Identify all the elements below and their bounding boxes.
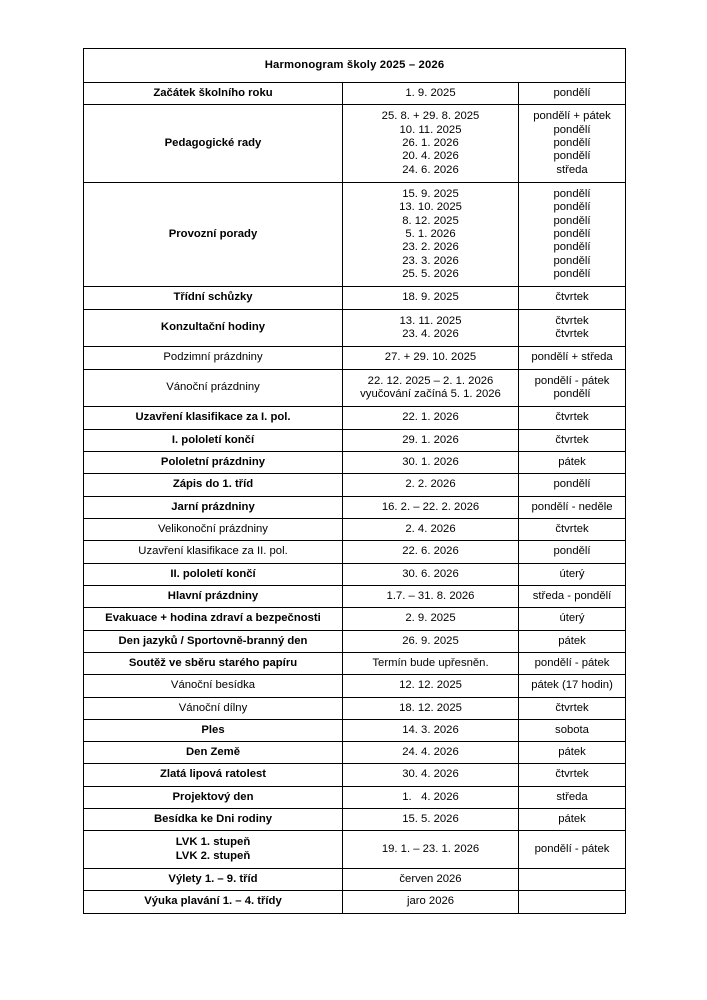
day-value: pátek — [558, 813, 586, 826]
date-value: 29. 1. 2026 — [402, 433, 459, 446]
day-cell — [519, 719, 626, 741]
day-cell — [519, 675, 626, 697]
date-cell — [343, 563, 519, 585]
day-value: čtvrtek — [555, 522, 589, 535]
table-row — [84, 429, 626, 451]
date-cell — [343, 309, 519, 347]
day-cell — [519, 697, 626, 719]
date-value-line: 20. 4. 2026 — [402, 150, 459, 163]
date-value: 24. 4. 2026 — [402, 746, 459, 759]
day-value: čtvrtek — [555, 433, 589, 446]
date-value: 1.7. – 31. 8. 2026 — [386, 589, 475, 602]
day-value: pondělí + středa — [531, 351, 613, 364]
day-value-line: pondělí — [553, 241, 591, 254]
day-cell — [519, 585, 626, 607]
table-row — [84, 182, 626, 286]
date-cell — [343, 347, 519, 369]
date-value-line: 5. 1. 2026 — [405, 227, 456, 240]
date-cell — [343, 608, 519, 630]
schedule-table-body — [84, 49, 626, 914]
date-cell — [343, 518, 519, 540]
event-label: Pololetní prázdniny — [160, 455, 266, 468]
day-cell — [519, 809, 626, 831]
day-value-lines — [524, 188, 620, 281]
event-label: Vánoční dílny — [178, 701, 248, 714]
day-value: úterý — [559, 612, 585, 625]
day-value-line: pondělí — [553, 387, 591, 400]
table-row — [84, 105, 626, 183]
table-row — [84, 630, 626, 652]
event-cell — [84, 369, 343, 407]
event-label-lines — [89, 836, 337, 863]
date-value — [343, 310, 518, 347]
day-cell — [519, 652, 626, 674]
date-cell — [343, 869, 519, 891]
day-cell — [519, 451, 626, 473]
event-label: Jarní prázdniny — [171, 500, 255, 513]
event-cell — [84, 831, 343, 869]
day-value — [519, 370, 625, 407]
event-cell — [84, 809, 343, 831]
date-cell — [343, 287, 519, 309]
event-cell — [84, 451, 343, 473]
date-value-line: 10. 11. 2025 — [399, 123, 462, 136]
event-label: Uzavření klasifikace za II. pol. — [138, 545, 288, 558]
table-row — [84, 309, 626, 347]
date-cell — [343, 630, 519, 652]
event-cell — [84, 675, 343, 697]
date-cell — [343, 83, 519, 105]
event-cell — [84, 764, 343, 786]
date-value — [343, 183, 518, 286]
event-cell — [84, 429, 343, 451]
table-row — [84, 407, 626, 429]
day-value — [519, 898, 625, 906]
day-value — [519, 105, 625, 182]
event-label: Podzimní prázdniny — [163, 351, 263, 364]
day-value: pátek — [558, 634, 586, 647]
day-cell — [519, 474, 626, 496]
date-value: 2. 9. 2025 — [405, 612, 456, 625]
date-cell — [343, 742, 519, 764]
event-label: Velikonoční prázdniny — [158, 522, 268, 535]
date-value: 15. 5. 2026 — [402, 813, 459, 826]
day-cell — [519, 369, 626, 407]
schedule-container — [83, 48, 625, 914]
date-value: 22. 1. 2026 — [402, 411, 459, 424]
event-label: Začátek školního roku — [153, 87, 273, 99]
date-value: 16. 2. – 22. 2. 2026 — [381, 500, 480, 513]
event-cell — [84, 742, 343, 764]
date-cell — [343, 429, 519, 451]
event-label: Soutěž ve sběru starého papíru — [128, 656, 298, 669]
table-row — [84, 675, 626, 697]
day-cell — [519, 541, 626, 563]
table-row — [84, 369, 626, 407]
event-label: Projektový den — [172, 790, 254, 803]
day-cell — [519, 518, 626, 540]
event-label: Zlatá lipová ratolest — [159, 768, 267, 781]
day-value: čtvrtek — [555, 411, 589, 424]
day-value: pátek — [558, 746, 586, 759]
day-value-line: pondělí — [553, 214, 591, 227]
date-value-line: 23. 4. 2026 — [402, 327, 459, 340]
day-cell — [519, 786, 626, 808]
day-value: pátek — [558, 455, 586, 468]
date-value-line: 15. 9. 2025 — [402, 187, 459, 200]
day-value: čtvrtek — [555, 768, 589, 781]
day-value: pondělí - neděle — [531, 500, 613, 513]
date-value-line: 25. 5. 2026 — [402, 267, 459, 280]
day-value-line: středa — [556, 163, 588, 176]
event-cell — [84, 585, 343, 607]
day-cell — [519, 608, 626, 630]
day-value-line: pondělí — [553, 227, 591, 240]
day-cell — [519, 869, 626, 891]
event-cell — [84, 652, 343, 674]
day-value: pondělí — [553, 545, 591, 558]
date-value-line: 25. 8. + 29. 8. 2025 — [381, 110, 480, 123]
date-cell — [343, 585, 519, 607]
date-value: 19. 1. – 23. 1. 2026 — [381, 843, 480, 856]
day-value-lines — [524, 375, 620, 402]
date-cell — [343, 809, 519, 831]
date-value: 1. 4. 2026 — [402, 790, 459, 803]
table-row — [84, 652, 626, 674]
event-label: Výuka plavání 1. – 4. třídy — [144, 895, 282, 908]
event-label: Vánoční besídka — [170, 679, 256, 692]
date-value-lines — [348, 315, 513, 342]
day-value — [519, 876, 625, 884]
date-value: 27. + 29. 10. 2025 — [384, 351, 477, 364]
day-cell — [519, 496, 626, 518]
date-cell — [343, 182, 519, 286]
day-value-line: pondělí — [553, 267, 591, 280]
day-cell — [519, 347, 626, 369]
date-cell — [343, 541, 519, 563]
event-cell — [84, 608, 343, 630]
event-cell — [84, 563, 343, 585]
day-cell — [519, 83, 626, 105]
date-value-line: 26. 1. 2026 — [402, 136, 459, 149]
table-row — [84, 764, 626, 786]
date-value-line: 13. 10. 2025 — [399, 201, 462, 214]
day-cell — [519, 407, 626, 429]
event-cell — [84, 309, 343, 347]
date-value: 12. 12. 2025 — [399, 679, 462, 692]
event-label: Výlety 1. – 9. tříd — [168, 873, 258, 886]
date-value-line: 23. 3. 2026 — [402, 254, 459, 267]
date-cell — [343, 451, 519, 473]
date-cell — [343, 786, 519, 808]
table-row — [84, 451, 626, 473]
event-label: Den Země — [186, 746, 240, 759]
date-value-line: 24. 6. 2026 — [402, 163, 459, 176]
event-label: Zápis do 1. tříd — [172, 478, 254, 491]
day-value-line: pondělí — [553, 123, 591, 136]
date-value: 2. 4. 2026 — [405, 522, 456, 535]
event-label: Pedagogické rady — [164, 136, 262, 149]
day-value: čtvrtek — [555, 701, 589, 714]
date-value: jaro 2026 — [406, 895, 455, 908]
page-title: Harmonogram školy 2025 – 2026 — [84, 49, 626, 83]
event-cell — [84, 518, 343, 540]
day-cell — [519, 764, 626, 786]
event-label: Ples — [201, 723, 225, 736]
date-cell — [343, 675, 519, 697]
table-row — [84, 697, 626, 719]
day-value: pondělí — [553, 87, 591, 99]
day-cell — [519, 105, 626, 183]
date-cell — [343, 764, 519, 786]
day-value: středa - pondělí — [532, 589, 612, 602]
day-value — [519, 310, 625, 347]
day-value-lines — [524, 315, 620, 342]
day-value-line: pondělí - pátek — [534, 374, 610, 387]
date-value — [343, 105, 518, 182]
event-cell — [84, 869, 343, 891]
day-cell — [519, 563, 626, 585]
event-label: Vánoční prázdniny — [166, 381, 260, 394]
day-value — [519, 183, 625, 286]
day-cell — [519, 429, 626, 451]
day-value-lines — [524, 110, 620, 177]
day-value: pondělí - pátek — [534, 656, 610, 669]
date-value: 22. 6. 2026 — [402, 545, 459, 558]
day-value-line: pondělí — [553, 254, 591, 267]
table-row — [84, 719, 626, 741]
day-cell — [519, 891, 626, 913]
date-cell — [343, 474, 519, 496]
day-cell — [519, 182, 626, 286]
table-row — [84, 474, 626, 496]
event-label: Uzavření klasifikace za I. pol. — [135, 411, 291, 424]
event-cell — [84, 496, 343, 518]
event-cell — [84, 541, 343, 563]
table-row — [84, 347, 626, 369]
table-row — [84, 83, 626, 105]
event-label: Provozní porady — [168, 227, 258, 240]
event-cell — [84, 105, 343, 183]
day-value: pondělí - pátek — [534, 843, 610, 856]
school-schedule-table — [83, 48, 626, 914]
event-label: Hlavní prázdniny — [167, 589, 259, 602]
day-value: středa — [556, 790, 588, 803]
date-value — [343, 370, 518, 407]
event-cell — [84, 719, 343, 741]
date-value-lines — [348, 375, 513, 402]
day-cell — [519, 831, 626, 869]
event-label: Besídka ke Dni rodiny — [153, 813, 273, 826]
event-label: I. pololetí končí — [171, 433, 255, 446]
table-row — [84, 608, 626, 630]
date-cell — [343, 105, 519, 183]
date-cell — [343, 831, 519, 869]
table-row — [84, 518, 626, 540]
table-row — [84, 891, 626, 913]
event-cell — [84, 287, 343, 309]
event-label — [84, 831, 342, 868]
day-value-line: čtvrtek — [555, 327, 589, 340]
date-value-lines — [348, 188, 513, 281]
event-cell — [84, 474, 343, 496]
table-row — [84, 869, 626, 891]
date-value-line: 22. 12. 2025 – 2. 1. 2026 — [367, 374, 494, 387]
day-cell — [519, 742, 626, 764]
table-row — [84, 287, 626, 309]
day-value-line: pondělí + pátek — [533, 110, 611, 123]
table-row — [84, 541, 626, 563]
table-title-row — [84, 49, 626, 83]
day-cell — [519, 287, 626, 309]
event-label: II. pololetí končí — [170, 567, 256, 580]
day-value: čtvrtek — [555, 291, 589, 304]
date-value: 30. 4. 2026 — [402, 768, 459, 781]
date-cell — [343, 496, 519, 518]
date-value: 18. 12. 2025 — [399, 701, 462, 714]
event-cell — [84, 786, 343, 808]
date-value-lines — [348, 110, 513, 177]
date-value: 26. 9. 2025 — [402, 634, 459, 647]
date-value-line: 8. 12. 2025 — [402, 214, 459, 227]
event-cell — [84, 347, 343, 369]
day-cell — [519, 309, 626, 347]
day-value-line: pondělí — [553, 187, 591, 200]
table-row — [84, 831, 626, 869]
date-cell — [343, 697, 519, 719]
table-row — [84, 742, 626, 764]
date-value: červen 2026 — [399, 873, 462, 886]
day-value-line: pondělí — [553, 201, 591, 214]
day-value-line: pondělí — [553, 150, 591, 163]
day-value: úterý — [559, 567, 585, 580]
day-value: pondělí — [553, 478, 591, 491]
event-cell — [84, 630, 343, 652]
date-value: 30. 6. 2026 — [402, 567, 459, 580]
day-value: pátek (17 hodin) — [531, 679, 613, 692]
event-label: Třídní schůzky — [173, 291, 253, 304]
date-value: Termín bude upřesněn. — [372, 656, 489, 669]
event-cell — [84, 83, 343, 105]
date-value: 30. 1. 2026 — [402, 455, 459, 468]
event-cell — [84, 697, 343, 719]
date-value: 2. 2. 2026 — [405, 478, 456, 491]
event-label: Konzultační hodiny — [160, 321, 266, 334]
table-row — [84, 585, 626, 607]
date-value-line: 23. 2. 2026 — [402, 241, 459, 254]
table-row — [84, 809, 626, 831]
event-label: Den jazyků / Sportovně-branný den — [118, 634, 308, 647]
table-row — [84, 563, 626, 585]
event-label: Evakuace + hodina zdraví a bezpečnosti — [105, 612, 321, 625]
event-label-line: LVK 2. stupeň — [175, 849, 251, 862]
event-cell — [84, 891, 343, 913]
event-cell — [84, 182, 343, 286]
table-row — [84, 786, 626, 808]
date-cell — [343, 369, 519, 407]
date-cell — [343, 719, 519, 741]
date-value: 18. 9. 2025 — [402, 291, 459, 304]
event-cell — [84, 407, 343, 429]
date-value-line: 13. 11. 2025 — [399, 314, 462, 327]
date-cell — [343, 652, 519, 674]
day-value: sobota — [555, 723, 589, 736]
day-value-line: pondělí — [553, 136, 591, 149]
date-value-line: vyučování začíná 5. 1. 2026 — [360, 387, 501, 400]
day-value-line: čtvrtek — [555, 314, 589, 327]
date-cell — [343, 407, 519, 429]
date-cell — [343, 891, 519, 913]
date-value: 1. 9. 2025 — [405, 87, 456, 99]
day-cell — [519, 630, 626, 652]
date-value: 14. 3. 2026 — [402, 723, 459, 736]
table-row — [84, 496, 626, 518]
event-label-line: LVK 1. stupeň — [175, 836, 251, 849]
